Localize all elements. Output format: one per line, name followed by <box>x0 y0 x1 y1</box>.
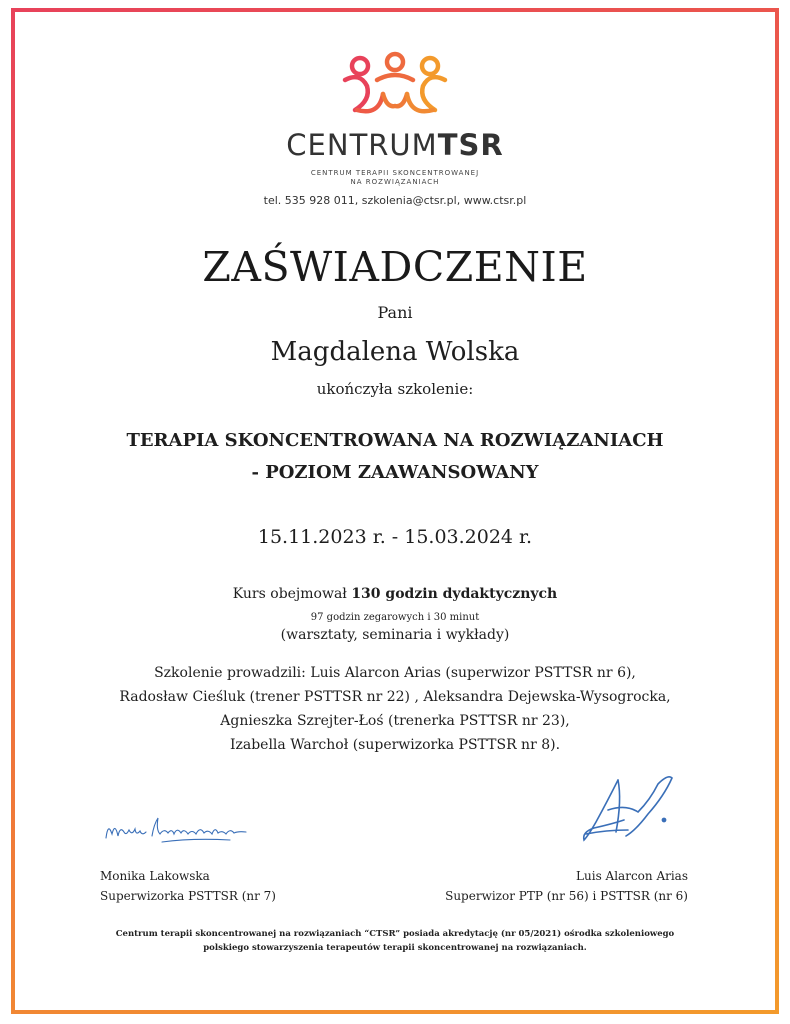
signatory-left-role: Superwizorka PSTTSR (nr 7) <box>100 889 276 903</box>
recipient-name: Magdalena Wolska <box>270 337 520 367</box>
course-forms: (warsztaty, seminaria i wykłady) <box>280 627 510 643</box>
course-hours: Kurs obejmował 130 godzin dydaktycznych <box>232 586 558 602</box>
ctsr-logo-icon <box>335 50 455 116</box>
trainers-line: Izabella Warchoł (superwizorka PSTTSR nr 8). <box>229 737 561 753</box>
signatory-right <box>445 866 688 906</box>
signature-right-icon <box>578 770 688 850</box>
trainers-list <box>0 661 790 757</box>
trainers-line: Radosław Cieśluk (trener PSTTSR nr 22) , Aleksandra Dejewska-Wysogrocka, <box>119 689 671 705</box>
course-title-line1: TERAPIA SKONCENTROWANA NA ROZWIĄZANIACH <box>126 430 664 451</box>
completed-text: ukończyła szkolenie: <box>316 380 474 398</box>
trainers-line: Agnieszka Szrejter-Łoś (trenerka PSTTSR nr 23), <box>220 713 570 729</box>
trainers-line: Szkolenie prowadzili: Luis Alarcon Arias (superwizor PSTTSR nr 6), <box>154 665 636 681</box>
brand-subtitle: CENTRUM TERAPII SKONCENTROWANEJ NA ROZWIĄZANIACH <box>310 169 480 186</box>
contact-info: tel. 535 928 011, szkolenia@ctsr.pl, www.ctsr.pl <box>263 194 527 207</box>
signatory-left-name: Monika Lakowska <box>100 869 210 883</box>
signatory-left <box>100 866 276 906</box>
accreditation-footer <box>0 927 790 955</box>
signature-left-icon <box>102 812 252 848</box>
course-title <box>0 425 790 489</box>
clock-hours: 97 godzin zegarowych i 30 minut <box>310 612 480 623</box>
brand-name: CENTRUMTSR <box>286 128 504 162</box>
salutation: Pani <box>377 303 413 322</box>
signatory-right-role: Superwizor PTP (nr 56) i PSTTSR (nr 6) <box>445 889 688 903</box>
signatory-right-name: Luis Alarcon Arias <box>576 869 688 883</box>
certificate-title: ZAŚWIADCZENIE <box>202 243 588 291</box>
course-title-line2: - POZIOM ZAAWANSOWANY <box>251 462 539 483</box>
footer-line2: polskiego stowarzyszenia terapeutów terapii skoncentrowanej na rozwiązaniach. <box>203 943 587 953</box>
course-dates: 15.11.2023 r. - 15.03.2024 r. <box>257 526 533 548</box>
footer-line1: Centrum terapii skoncentrowanej na rozwiązaniach “CTSR” posiada akredytację (nr 05/2021) ośrodka szkoleniowego <box>115 929 675 939</box>
